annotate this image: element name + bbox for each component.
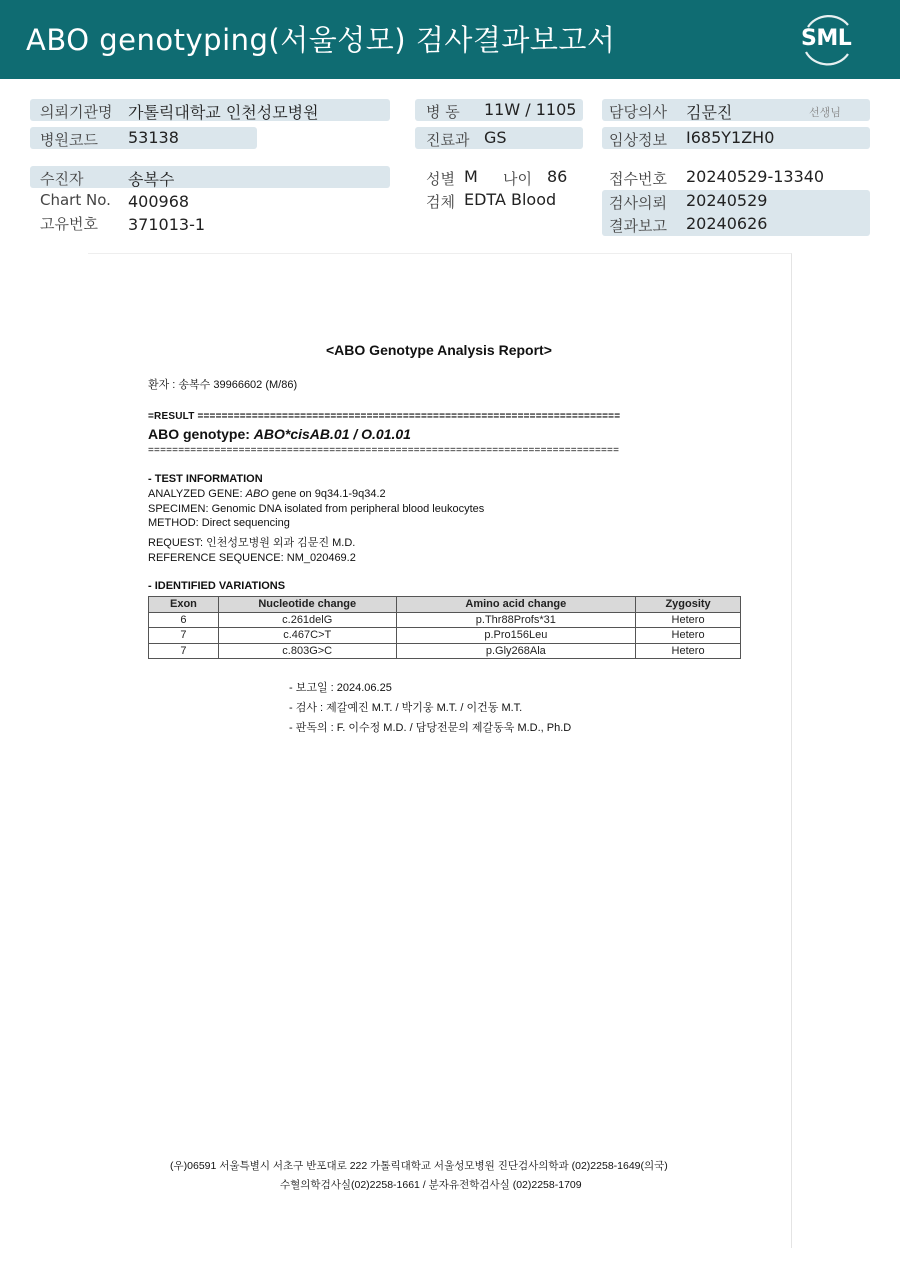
doctor-label: 담당의사 [609, 103, 667, 121]
clinical-info-label: 임상정보 [609, 131, 667, 149]
pathologists-line: - 판독의 : F. 이수정 M.D. / 담당전문의 제갈동욱 M.D., Ph.D [289, 722, 572, 734]
analyzed-gene-name: ABO [245, 488, 269, 500]
sex-label: 성별 [426, 170, 455, 188]
receipt-no-label: 접수번호 [609, 170, 667, 188]
analyzed-gene-suffix: gene on 9q34.1-9q34.2 [268, 488, 386, 500]
report-date-line: - 보고일 : 2024.06.25 [289, 682, 392, 694]
variations-heading: - IDENTIFIED VARIATIONS [148, 580, 286, 592]
result-report-label: 결과보고 [609, 217, 667, 235]
footer-address: (우)06591 서울특별시 서초구 반포대로 222 가톨릭대학교 서울성모병원 진단검사의학과 (02)2258-1649(의국) [170, 1160, 668, 1172]
table-row [149, 628, 741, 644]
logo-text: SML [801, 26, 852, 51]
cell-amino-acid: p.Thr88Profs*31 [396, 612, 636, 628]
department-label: 진료과 [426, 131, 470, 149]
cell-zygosity: Hetero [636, 628, 741, 644]
col-exon: Exon [149, 597, 219, 613]
unique-id-value: 371013-1 [128, 215, 206, 234]
result-separator-bottom: ============================================================================== [148, 445, 620, 456]
patient-label: 수진자 [40, 170, 84, 188]
result-report-value: 20240626 [686, 214, 768, 233]
cell-nucleotide: c.467C>T [218, 628, 396, 644]
request-line: REQUEST: 인천성모병원 외과 김문진 M.D. [148, 537, 356, 549]
clinical-info-value: I685Y1ZH0 [686, 128, 775, 147]
doctor-suffix: 선생님 [809, 106, 841, 119]
cell-exon: 7 [149, 643, 219, 659]
patient-bar [30, 166, 390, 188]
ward-label: 병 동 [426, 103, 460, 121]
doctor-value: 김문진 [686, 103, 733, 122]
result-separator-top: =RESULT ====================================================================== [148, 411, 621, 422]
receipt-no-value: 20240529-13340 [686, 167, 825, 186]
ward-value: 11W / 1105 [484, 100, 577, 119]
genotype-label: ABO genotype: [148, 426, 254, 442]
col-nucleotide: Nucleotide change [218, 597, 396, 613]
chart-no-value: 400968 [128, 192, 190, 211]
hospital-code-value: 53138 [128, 128, 179, 147]
reference-line: REFERENCE SEQUENCE: NM_020469.2 [148, 552, 356, 564]
department-value: GS [484, 128, 507, 147]
cell-zygosity: Hetero [636, 643, 741, 659]
variations-table [148, 596, 741, 659]
test-request-label: 검사의뢰 [609, 194, 667, 212]
method-line: METHOD: Direct sequencing [148, 517, 290, 529]
analyzed-gene [148, 488, 386, 500]
institution-value: 가톨릭대학교 인천성모병원 [128, 103, 319, 122]
test-request-value: 20240529 [686, 191, 768, 210]
footer-phones: 수혈의학검사실(02)2258-1661 / 분자유전학검사실 (02)2258-1709 [280, 1179, 582, 1191]
age-value: 86 [547, 167, 568, 186]
cell-nucleotide: c.261delG [218, 612, 396, 628]
report-header [0, 0, 900, 79]
sex-value: M [464, 167, 478, 186]
genotype-value: ABO*cisAB.01 / O.01.01 [253, 426, 411, 442]
hospital-code-label: 병원코드 [40, 131, 98, 149]
sml-logo [798, 12, 856, 66]
cell-nucleotide: c.803G>C [218, 643, 396, 659]
specimen-value: EDTA Blood [464, 190, 557, 209]
table-header-row [149, 597, 741, 613]
cell-exon: 7 [149, 628, 219, 644]
specimen-line: SPECIMEN: Genomic DNA isolated from peripheral blood leukocytes [148, 503, 485, 515]
col-zygosity: Zygosity [636, 597, 741, 613]
chart-no-label: Chart No. [40, 191, 111, 209]
report-title: <ABO Genotype Analysis Report> [326, 342, 552, 358]
examiners-line: - 검사 : 제갈예진 M.T. / 박기웅 M.T. / 이건동 M.T. [289, 702, 523, 714]
analyzed-gene-prefix: ANALYZED GENE: [148, 488, 246, 500]
age-label: 나이 [503, 170, 532, 188]
institution-label: 의뢰기관명 [40, 103, 113, 121]
patient-value: 송복수 [128, 170, 175, 189]
genotype-line [148, 426, 411, 442]
cell-zygosity: Hetero [636, 612, 741, 628]
cell-exon: 6 [149, 612, 219, 628]
report-sheet [88, 253, 792, 1248]
cell-amino-acid: p.Pro156Leu [396, 628, 636, 644]
report-patient-line: 환자 : 송복수 39966602 (M/86) [148, 379, 298, 391]
specimen-label: 검체 [426, 193, 455, 211]
test-info-heading: - TEST INFORMATION [148, 473, 263, 485]
col-amino-acid: Amino acid change [396, 597, 636, 613]
page-title: ABO genotyping(서울성모) 검사결과보고서 [26, 23, 616, 57]
cell-amino-acid: p.Gly268Ala [396, 643, 636, 659]
table-row [149, 643, 741, 659]
table-row [149, 612, 741, 628]
unique-id-label: 고유번호 [40, 215, 98, 233]
